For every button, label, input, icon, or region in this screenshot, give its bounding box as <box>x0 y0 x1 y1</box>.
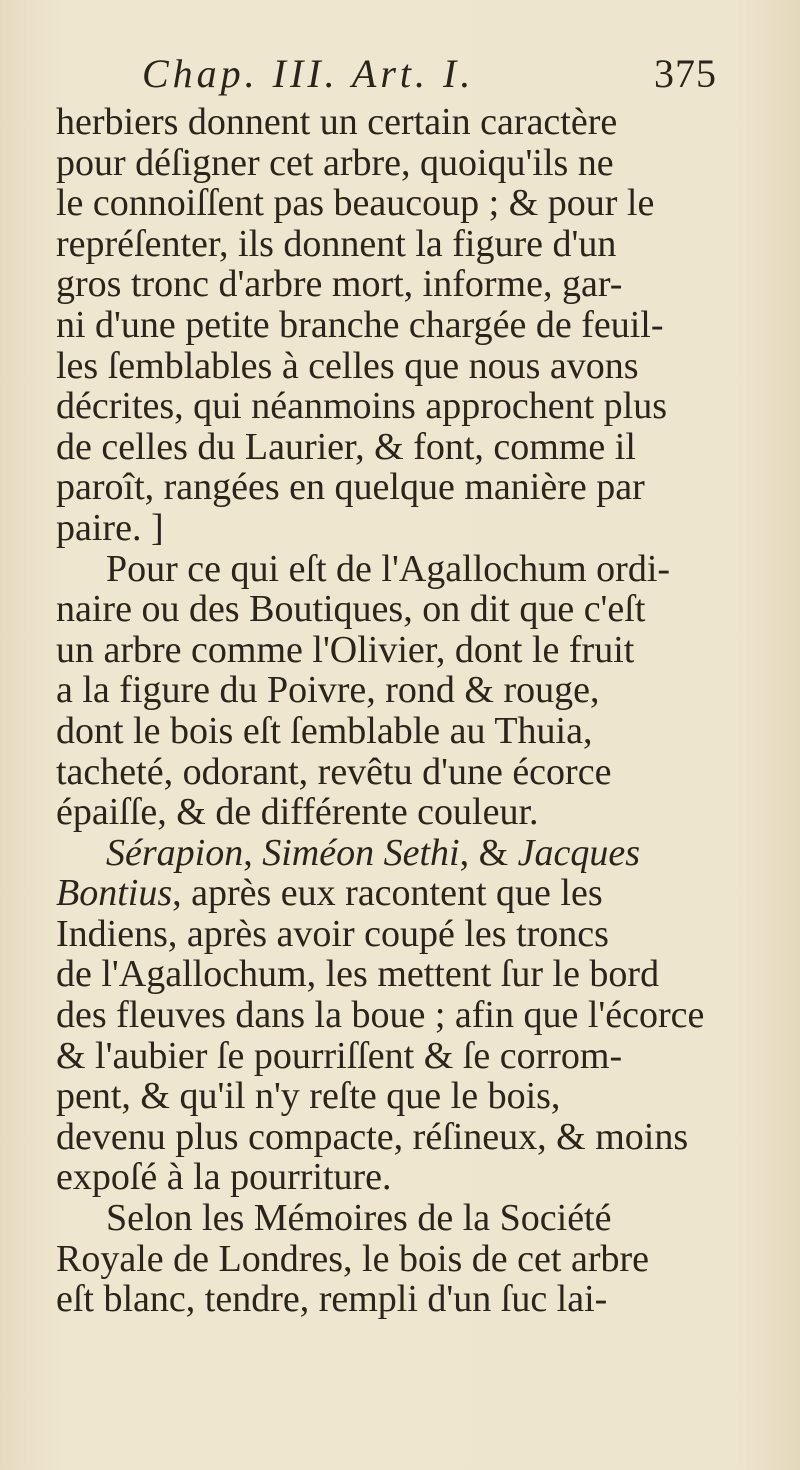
paragraph-start-line: Pour ce qui eſt de l'Agallochum ordi- <box>106 547 671 590</box>
text-fragment: , <box>243 831 263 874</box>
page-number: 375 <box>654 51 717 96</box>
author-name: Bontius <box>56 872 173 915</box>
text-line: eſt blanc, tendre, rempli d'un ſuc lai- <box>56 1278 608 1321</box>
author-name: Sérapion <box>106 831 244 874</box>
text-line <box>56 873 792 914</box>
text-line: le connoiſſent pas beaucoup ; & pour le <box>56 182 655 225</box>
paragraph-start-line: Selon les Mémoires de la Société <box>106 1197 612 1240</box>
text-line: Royale de Londres, le bois de cet arbre <box>56 1237 649 1280</box>
chapter-article-heading: Chap. III. Art. I. <box>142 51 475 96</box>
text-line: pour déſigner cet arbre, quoiqu'ils ne <box>56 141 614 184</box>
text-line: naire ou des Boutiques, on dit que c'eſt <box>56 588 646 631</box>
text-line: dont le bois eſt ſemblable au Thuia, <box>56 709 593 752</box>
text-line: expoſé à la pourriture. <box>56 1156 392 1199</box>
text-line: a la figure du Poivre, rond & rouge, <box>56 669 600 712</box>
text-line: de celles du Laurier, & font, comme il <box>56 425 636 468</box>
author-name: Jacques <box>517 831 641 874</box>
text-line: gros tronc d'arbre mort, informe, gar- <box>56 263 623 306</box>
text-line: Indiens, après avoir coupé les troncs <box>56 912 609 955</box>
text-line: un arbre comme l'Olivier, dont le fruit <box>56 628 635 671</box>
text-line: les ſemblables à celles que nous avons <box>56 344 639 387</box>
text-line: des fleuves dans la boue ; afin que l'écorce <box>56 994 705 1037</box>
running-header <box>142 50 782 100</box>
text-line: épaiſſe, & de différente couleur. <box>56 791 539 834</box>
text-line: de l'Agallochum, les mettent ſur le bord <box>56 953 660 996</box>
text-line: décrites, qui néanmoins approchent plus <box>56 385 668 428</box>
text-line: repréſenter, ils donnent la figure d'un <box>56 222 617 265</box>
text-line: tacheté, odorant, revêtu d'une écorce <box>56 750 612 793</box>
body-text <box>56 102 792 1320</box>
author-name: Siméon Sethi <box>262 831 460 874</box>
text-fragment: , & <box>459 831 518 874</box>
text-line: pent, & qu'il n'y reſte que le bois, <box>56 1075 561 1118</box>
text-line: ni d'une petite branche chargée de feuil- <box>56 303 664 346</box>
text-line: herbiers donnent un certain caractère <box>56 101 618 143</box>
text-line: paire. ] <box>56 506 164 549</box>
text-line: & l'aubier ſe pourriſſent & ſe corrom- <box>56 1034 623 1077</box>
text-line: paroît, rangées en quelque manière par <box>56 466 645 509</box>
paragraph-start-line <box>56 833 792 874</box>
text-line: devenu plus compacte, réſineux, & moins <box>56 1115 689 1158</box>
text-fragment: , après eux racontent que les <box>172 872 603 915</box>
